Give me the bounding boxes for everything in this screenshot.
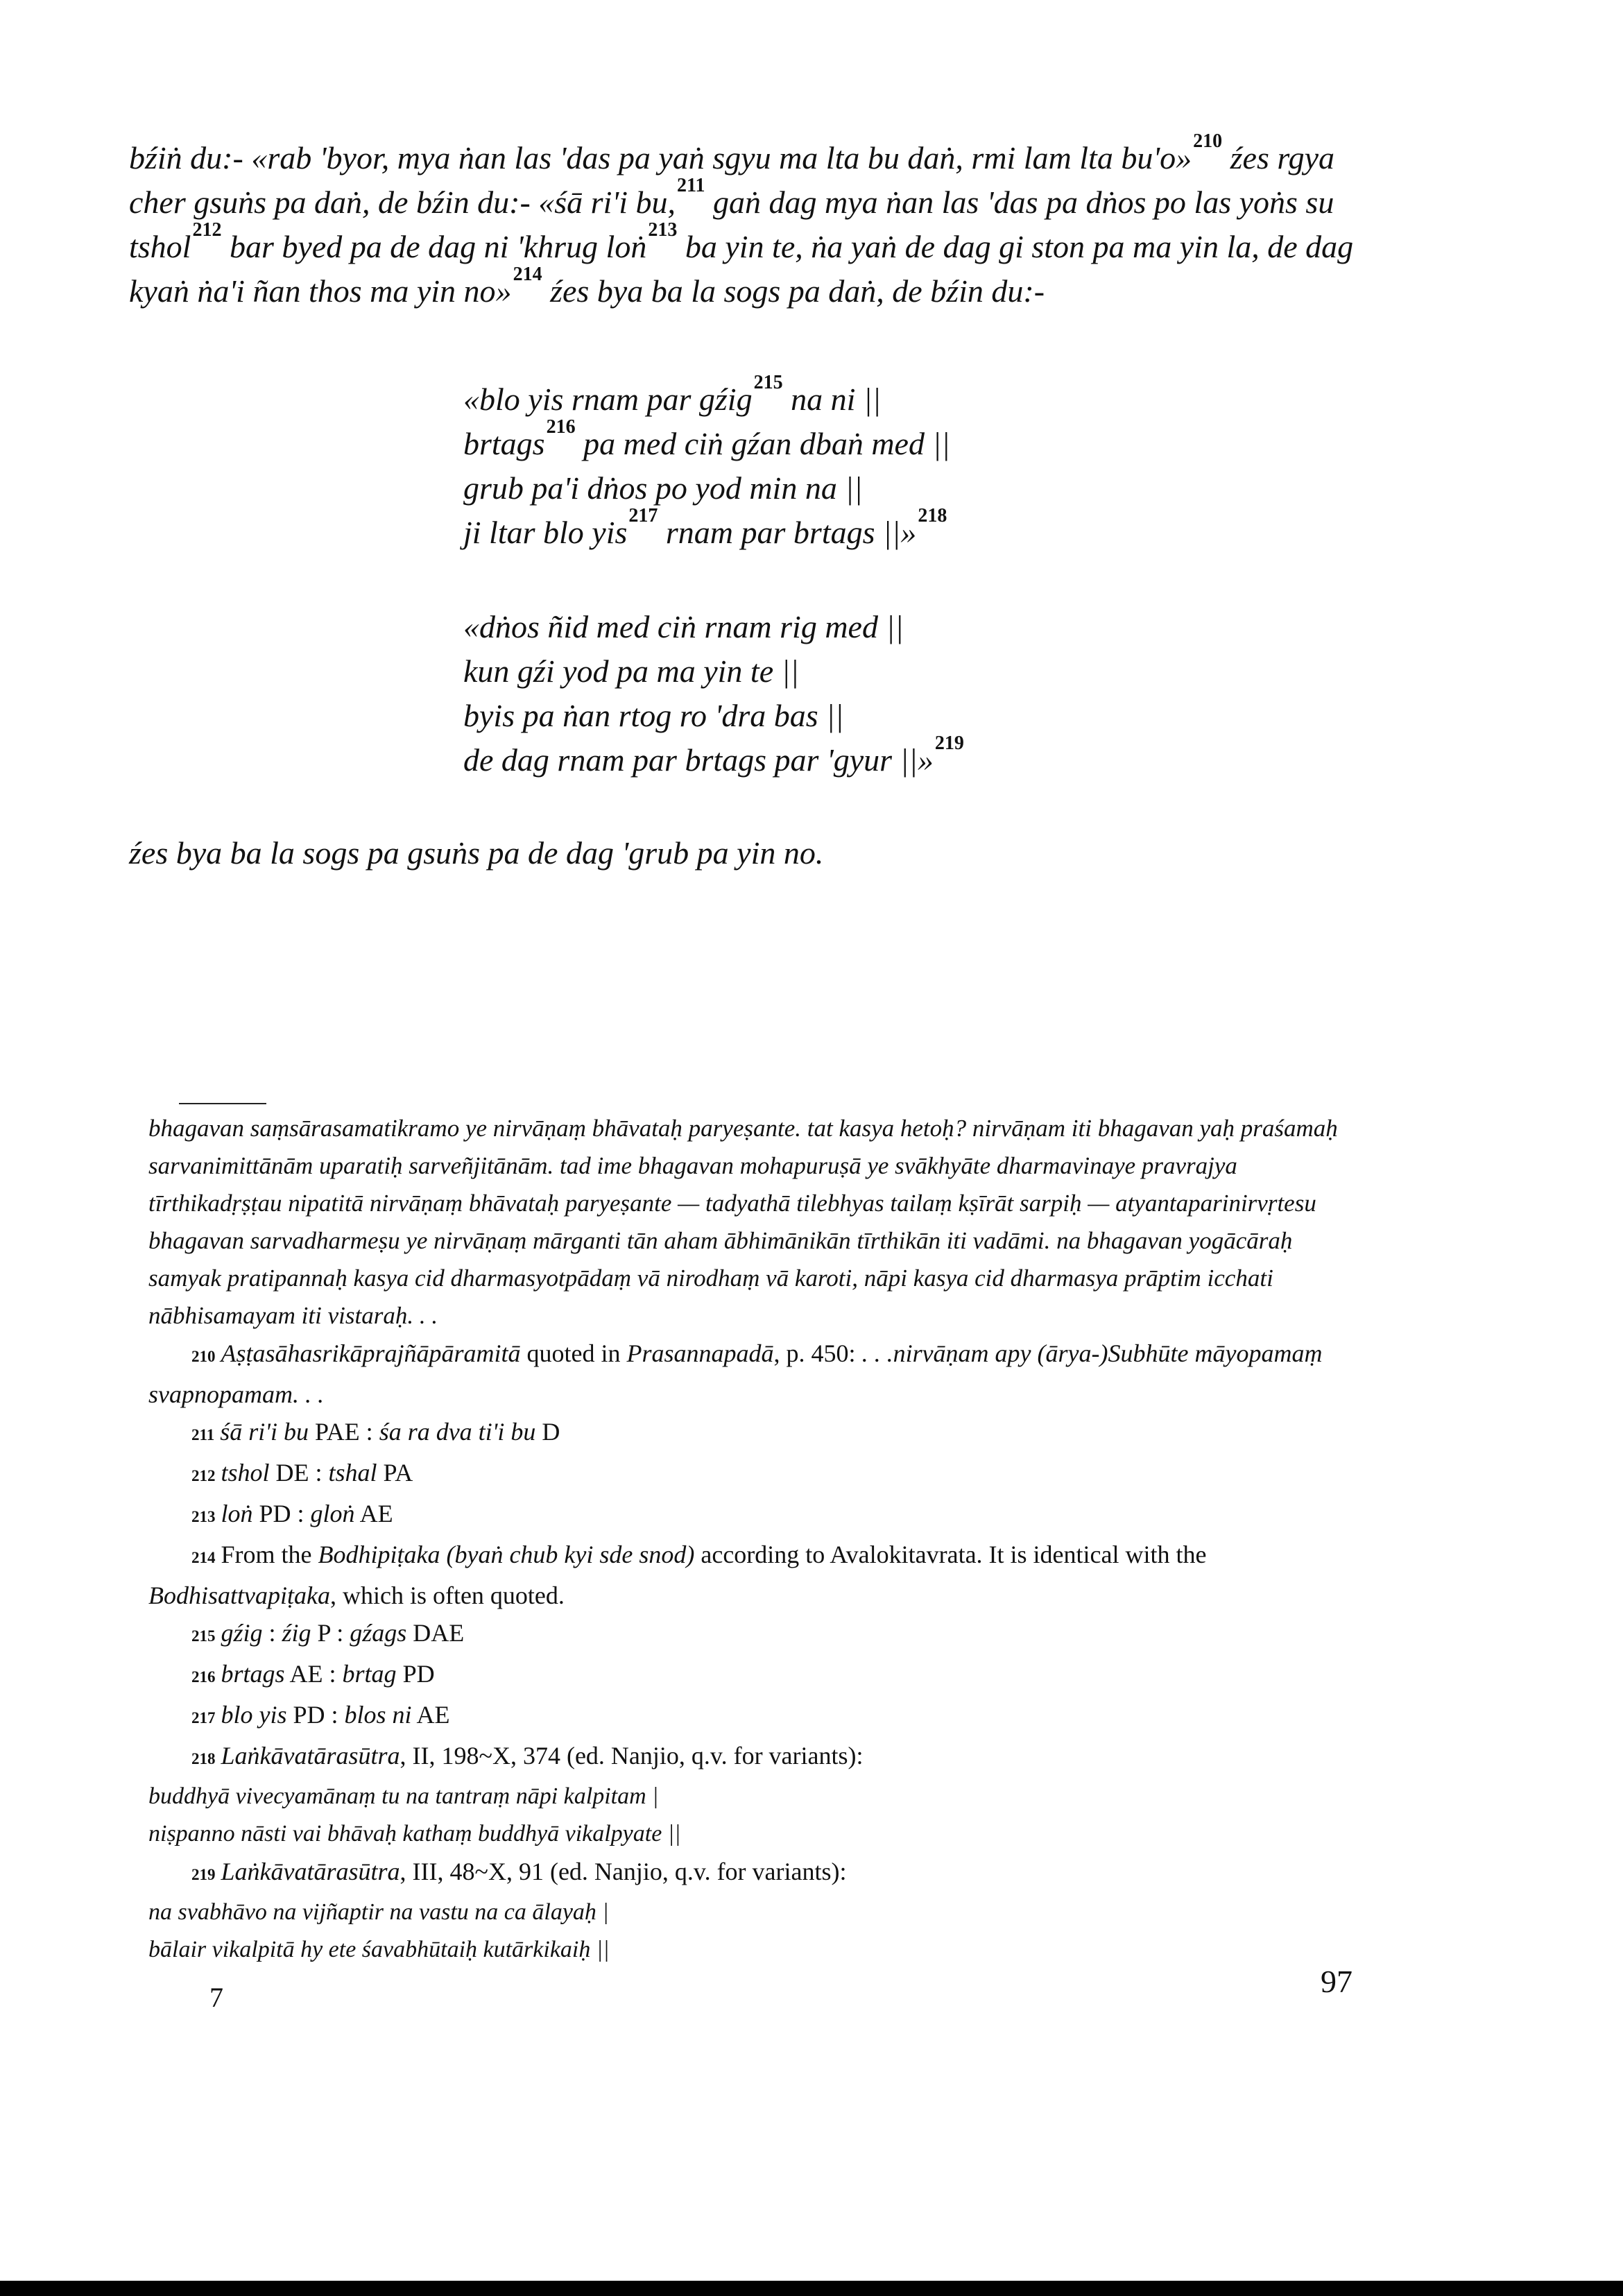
text-run: Laṅkāvatārasūtra	[221, 1858, 400, 1885]
verse-line: kun gźi yod pa ma yin te ||	[463, 653, 799, 689]
footnote-218	[148, 1737, 1355, 1778]
footnote-separator	[179, 1103, 266, 1104]
footnote-212	[148, 1454, 1355, 1495]
text-run: Prasannapadā	[626, 1339, 774, 1367]
text-run: From the	[221, 1541, 318, 1568]
text-run: bźiṅ du:- «rab 'byor, mya ṅan las 'das pa yaṅ sgyu ma lta bu daṅ, rmi lam lta bu'o»	[129, 140, 1192, 175]
text-run: śā ri'i bu	[220, 1418, 309, 1446]
text-run: brtags	[221, 1660, 285, 1688]
text-run: DE :	[269, 1459, 329, 1487]
footnote-210	[148, 1335, 1355, 1413]
main-paragraph	[129, 130, 1384, 314]
verse-line: byis pa ṅan rtog ro 'dra bas ||	[463, 698, 844, 733]
text-run: . . .nirvāṇam apy (ārya-)Subhūte māyopamaṃ svapnopamam. . .	[148, 1339, 1323, 1408]
verse-block-1	[463, 372, 1296, 555]
sanskrit-quote-line: na svabhāvo na vijñaptir na vastu na ca ālayaḥ |	[148, 1899, 609, 1925]
page-number: 97	[1321, 1964, 1352, 1999]
text-run: Aṣṭasāhasrikāprajñāpāramitā	[221, 1339, 521, 1367]
text-run: DAE	[406, 1619, 465, 1647]
text-run: AE	[354, 1500, 393, 1527]
text-run: Laṅkāvatārasūtra	[221, 1742, 400, 1770]
text-run: de dag rnam par brtags par 'gyur ||»	[463, 742, 934, 778]
text-run: ji ltar blo yis	[463, 515, 628, 550]
closing-sentence: źes bya ba la sogs pa gsuṅs pa de dag 'grub pa yin no.	[129, 835, 824, 871]
text-run: , which is often quoted.	[329, 1582, 565, 1609]
footnote-219	[148, 1853, 1355, 1894]
footnote-213	[148, 1495, 1355, 1536]
text-run: , III, 48~X, 91 (ed. Nanjio, q.v. for variants):	[400, 1858, 847, 1885]
sanskrit-quote-line: niṣpanno nāsti vai bhāvaḥ kathaṃ buddhyā vikalpyate ||	[148, 1821, 681, 1847]
footnote-number: 218	[191, 1750, 216, 1767]
text-run: ba yin te, ṅa yaṅ de dag gi ston pa ma yin la, de dag kyaṅ ṅa'i ñan thos ma yin no»	[129, 229, 1354, 309]
text-run: Bodhipiṭaka (byaṅ chub kyi sde snod)	[318, 1541, 695, 1568]
text-run: źes rgya cher gsuṅs pa daṅ, de bźin du:- «śā ri'i bu,	[129, 140, 1334, 220]
text-run: Bodhisattvapiṭaka	[148, 1582, 330, 1609]
text-run: P :	[311, 1619, 350, 1647]
verse-line	[463, 416, 1296, 466]
footnote-ref[interactable]: 216	[546, 416, 576, 438]
footnote-216	[148, 1655, 1355, 1696]
footnote-number: 219	[191, 1866, 216, 1883]
footnotes	[148, 1110, 1355, 1969]
sanskrit-quote-line: bālair vikalpitā hy ete śavabhūtaiḥ kutārkikaiḥ ||	[148, 1937, 610, 1962]
text-run: pa med ciṅ gźan dbaṅ med ||	[575, 426, 950, 461]
footnote-number: 216	[191, 1668, 216, 1686]
footnote-ref[interactable]: 210	[1193, 130, 1223, 152]
footnote-211	[148, 1413, 1355, 1454]
footnote-215	[148, 1614, 1355, 1655]
text-run: D	[535, 1418, 560, 1446]
footnote-ref[interactable]: 215	[753, 372, 783, 393]
text-run: according to Avalokitavrata. It is identical with the	[694, 1541, 1207, 1568]
text-run: PD	[396, 1660, 435, 1688]
footnote-214	[148, 1536, 1355, 1614]
footnote-ref[interactable]: 212	[192, 219, 222, 241]
footnote-number: 217	[191, 1709, 216, 1727]
text-run: blos ni	[344, 1701, 412, 1729]
footnote-continuation: bhagavan saṃsārasamatikramo ye nirvāṇaṃ bhāvataḥ paryeṣante. tat kasya hetoḥ? nirvāṇam iti bhagavan yaḥ praśamaḥ sarvanimittānām uparatiḥ sarveñjitānām. tad ime bhagavan mohapuruṣā ye svākhyāte dharmavinaye pravrajya tīrthikadṛṣṭau nipatitā nirvāṇaṃ bhāvataḥ paryeṣante — tadyathā tilebhyas tailaṃ kṣīrāt sarpiḥ — atyantaparinirvṛtesu bhagavan sarvadharmeṣu ye nirvāṇaṃ mārganti tān aham ābhimānikān tīrthikān iti vadāmi. na bhagavan yogācāraḥ samyak pratipannaḥ kasya cid dharmasyotpādaṃ vā nirodhaṃ vā karoti, nāpi kasya cid dharmasya prāptim icchati nābhisamayam iti vistaraḥ. . .	[148, 1115, 1338, 1329]
footnote-ref[interactable]: 218	[918, 505, 947, 526]
verse-line	[463, 733, 1296, 782]
text-run: na ni ||	[782, 382, 882, 417]
text-run: brtag	[342, 1660, 397, 1688]
text-run: loṅ	[221, 1500, 253, 1527]
footnote-number: 213	[191, 1508, 216, 1525]
text-run: rnam par brtags ||»	[658, 515, 917, 550]
footnote-217	[148, 1696, 1355, 1737]
text-run: , p. 450:	[773, 1339, 862, 1367]
text-run: tshol	[221, 1459, 270, 1487]
text-run: AE	[411, 1701, 450, 1729]
text-run: brtags	[463, 426, 545, 461]
verse-line: «dṅos ñid med ciṅ rnam rig med ||	[463, 609, 904, 644]
text-run: źes bya ba la sogs pa daṅ, de bźin du:-	[542, 273, 1045, 309]
text-run: PD :	[252, 1500, 311, 1527]
verse-line	[463, 372, 1296, 422]
text-run: tshal	[328, 1459, 377, 1487]
text-run: gaṅ dag mya ṅan las 'das pa dṅos po las yoṅs su tshol	[129, 185, 1334, 264]
footnote-number: 210	[191, 1348, 216, 1365]
text-run: blo yis	[221, 1701, 287, 1729]
footnote-ref[interactable]: 214	[513, 264, 542, 285]
text-run: źig	[282, 1619, 311, 1647]
footnote-ref[interactable]: 213	[648, 219, 678, 241]
footnote-ref[interactable]: 217	[628, 505, 658, 526]
text-run: PD :	[286, 1701, 345, 1729]
text-run: , II, 198~X, 374 (ed. Nanjio, q.v. for variants):	[400, 1742, 864, 1770]
text-run: AE :	[284, 1660, 343, 1688]
text-run: PAE :	[308, 1418, 379, 1446]
footnote-number: 211	[191, 1426, 215, 1443]
signature-mark: 7	[209, 1982, 223, 2013]
text-run: PA	[377, 1459, 413, 1487]
footnote-ref[interactable]: 219	[934, 733, 964, 754]
text-run: gźags	[350, 1619, 407, 1647]
text-run: gloṅ	[310, 1500, 355, 1527]
text-run: :	[262, 1619, 282, 1647]
text-run: «blo yis rnam par gźig	[463, 382, 753, 417]
footnote-number: 215	[191, 1627, 216, 1645]
sanskrit-quote-line: buddhyā vivecyamānaṃ tu na tantraṃ nāpi kalpitam |	[148, 1783, 659, 1809]
verse-line: grub pa'i dṅos po yod min na ||	[463, 470, 863, 506]
footnote-number: 214	[191, 1549, 216, 1566]
text-run: gźig	[221, 1619, 263, 1647]
text-run: quoted in	[520, 1339, 627, 1367]
text-run: bar byed pa de dag ni 'khrug loṅ	[221, 229, 647, 264]
scan-edge	[0, 2281, 1623, 2296]
footnote-ref[interactable]: 211	[676, 175, 705, 196]
verse-block-2	[463, 605, 1296, 782]
text-run: śa ra dva ti'i bu	[379, 1418, 536, 1446]
verse-line	[463, 505, 1296, 555]
footnote-number: 212	[191, 1467, 216, 1484]
